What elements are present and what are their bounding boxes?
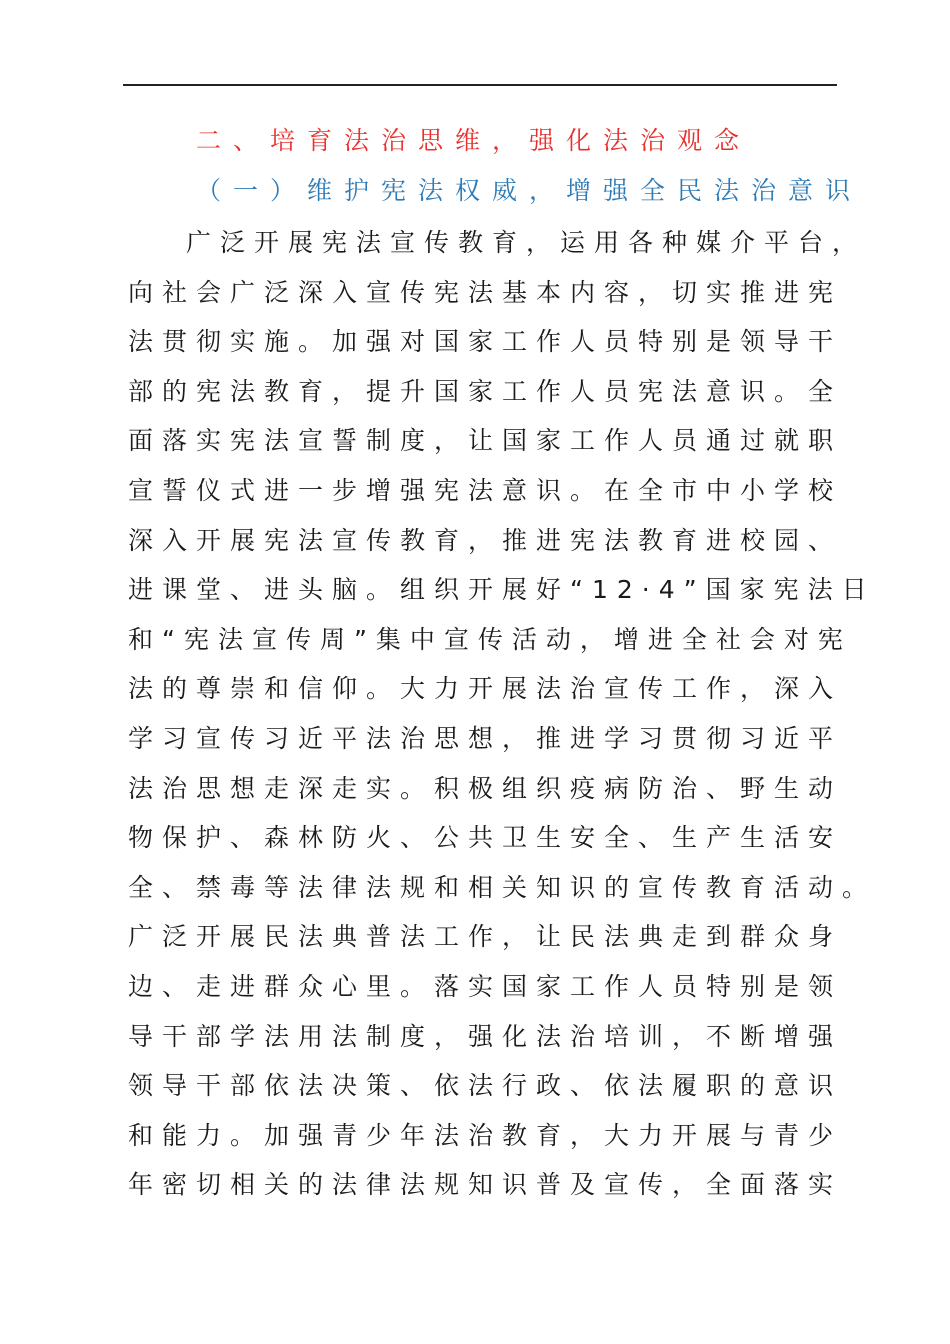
paragraph-line: 全、禁毒等法律法规和相关知识的宣传教育活动。: [128, 872, 877, 902]
paragraph-line: 深入开展宪法宣传教育，推进宪法教育进校园、: [128, 525, 843, 555]
paragraph-line: 进课堂、进头脑。组织开展好“12·4”国家宪法日: [128, 575, 876, 605]
paragraph-line: 物保护、森林防火、公共卫生安全、生产生活安: [128, 823, 843, 853]
paragraph-line: 广泛开展民法典普法工作，让民法典走到群众身: [128, 922, 843, 952]
body-paragraph: [128, 223, 888, 1215]
subsection-heading: （一）维护宪法权威，增强全民法治意识: [196, 176, 863, 205]
paragraph-line: 边、走进群众心里。落实国家工作人员特别是领: [128, 971, 843, 1001]
paragraph-line: 领导干部依法决策、依法行政、依法履职的意识: [128, 1071, 843, 1101]
paragraph-line: 向社会广泛深入宣传宪法基本内容，切实推进宪: [128, 277, 843, 307]
paragraph-line: 广泛开展宪法宣传教育，运用各种媒介平台，: [186, 228, 867, 257]
paragraph-line: 宣誓仪式进一步增强宪法意识。在全市中小学校: [128, 475, 843, 505]
paragraph-line: 面落实宪法宣誓制度，让国家工作人员通过就职: [128, 426, 843, 456]
paragraph-line: 法的尊崇和信仰。大力开展法治宣传工作，深入: [128, 674, 843, 704]
section-heading: 二、培育法治思维，强化法治观念: [196, 126, 752, 155]
paragraph-line: 学习宣传习近平法治思想，推进学习贯彻习近平: [128, 723, 843, 753]
paragraph-line: 年密切相关的法律法规知识普及宣传，全面落实: [128, 1170, 843, 1200]
paragraph-line: 法治思想走深走实。积极组织疫病防治、野生动: [128, 773, 843, 803]
paragraph-line: 法贯彻实施。加强对国家工作人员特别是领导干: [128, 327, 843, 357]
top-rule: [123, 84, 837, 86]
paragraph-line: 部的宪法教育，提升国家工作人员宪法意识。全: [128, 376, 843, 406]
paragraph-line: 导干部学法用法制度，强化法治培训，不断增强: [128, 1021, 843, 1051]
paragraph-line: 和能力。加强青少年法治教育，大力开展与青少: [128, 1120, 843, 1150]
paragraph-line: 和“宪法宣传周”集中宣传活动，增进全社会对宪: [128, 624, 852, 654]
